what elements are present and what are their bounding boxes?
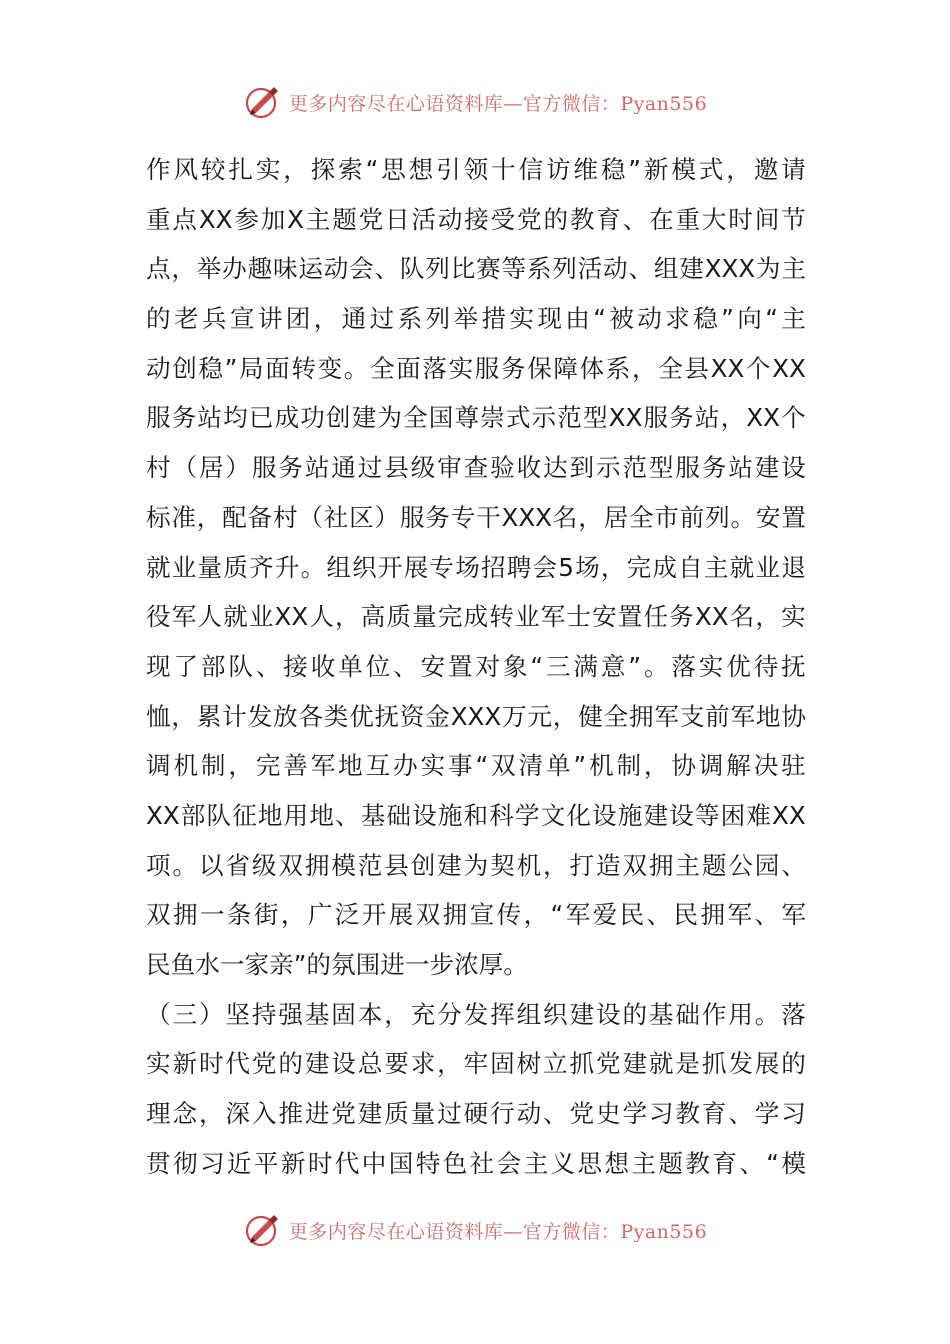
watermark-text: 更多内容尽在心语资料库—官方微信：Pyan556	[288, 92, 708, 115]
text-line: 项 。 以 省 级 双 拥 模 范 县 创 建 为 契 机 ， 打 造 双 拥 主 题 公 园 、	[146, 850, 806, 880]
text-line: 点 ， 举 办 趣 味 运 动 会 、 队 列 比 赛 等 系 列 活 动 、 组 建 XXX 为 主	[146, 254, 806, 284]
text-line: 就 业 量 质 齐 升 。 组 织 开 展 专 场 招 聘 会 5 场 ， 完 成 自 主 就 业 退	[146, 552, 806, 582]
text-line: 恤 ， 累 计 发 放 各 类 优 抚 资 金 XXX 万 元 ， 健 全 拥 军 支 前 军 地 协	[146, 701, 806, 731]
text-line: （ 三 ） 坚 持 强 基 固 本 ， 充 分 发 挥 组 织 建 设 的 基 础 作 用 。 落	[146, 999, 806, 1029]
watermark-banner-top	[0, 80, 950, 124]
text-line: 役 军 人 就 业 XX 人 ， 高 质 量 完 成 转 业 军 士 安 置 任 务 XX 名 ， 实	[146, 602, 806, 632]
text-line: 重 点 XX 参 加 X 主 题 党 日 活 动 接 受 党 的 教 育 、 在 重 大 时 间 节	[146, 204, 806, 234]
text-line: XX 部 队 征 地 用 地 、 基 础 设 施 和 科 学 文 化 设 施 建 设 等 困 难 XX	[146, 800, 806, 830]
text-line: 动 创 稳 ” 局 面 转 变 。 全 面 落 实 服 务 保 障 体 系 ， 全 县 XX 个 XX	[146, 353, 806, 383]
text-line: 标 准 ， 配 备 村 （ 社 区 ） 服 务 专 干 XXX 名 ， 居 全 市 前 列 。 安 置	[146, 502, 806, 532]
text-line: 作 风 较 扎 实 ， 探 索 “ 思 想 引 领 十 信 访 维 稳 ” 新 模 式 ， 邀 请	[146, 155, 806, 184]
text-line: 现 了 部 队 、 接 收 单 位 、 安 置 对 象 “ 三 满 意 ” 。 落 实 优 待 抚	[146, 651, 806, 681]
document-body	[146, 145, 806, 1188]
text-line: 调 机 制 ， 完 善 军 地 互 办 实 事 “ 双 清 单 ” 机 制 ， 协 调 解 决 驻	[146, 751, 806, 781]
text-line: 贯 彻 习 近 平 新 时 代 中 国 特 色 社 会 主 义 思 想 主 题 教 育 、 “ 模	[146, 1148, 806, 1178]
pen-logo-icon	[243, 1210, 283, 1250]
text-line: 双 拥 一 条 街 ， 广 泛 开 展 双 拥 宣 传 ， “ 军 爱 民 、 民 拥 军 、 军	[146, 900, 806, 930]
watermark-banner-bottom	[0, 1208, 950, 1252]
text-line: 民 鱼 水 一 家 亲 ” 的 氛 围 进 一 步 浓 厚 。	[146, 950, 528, 979]
text-line: 服 务 站 均 已 成 功 创 建 为 全 国 尊 崇 式 示 范 型 XX 服 务 站 ， XX 个	[146, 403, 806, 433]
text-line: 村 （ 居 ） 服 务 站 通 过 县 级 审 查 验 收 达 到 示 范 型 服 务 站 建 设	[146, 453, 806, 483]
text-line: 理 念 ， 深 入 推 进 党 建 质 量 过 硬 行 动 、 党 史 学 习 教 育 、 学 习	[146, 1099, 806, 1129]
text-line: 的 老 兵 宣 讲 团 ， 通 过 系 列 举 措 实 现 由 “ 被 动 求 稳 ” 向 “ 主	[146, 304, 806, 334]
watermark-text: 更多内容尽在心语资料库—官方微信：Pyan556	[288, 1220, 708, 1243]
text-line: 实 新 时 代 党 的 建 设 总 要 求 ， 牢 固 树 立 抓 党 建 就 是 抓 发 展 的	[146, 1049, 806, 1079]
pen-logo-icon	[243, 82, 283, 122]
